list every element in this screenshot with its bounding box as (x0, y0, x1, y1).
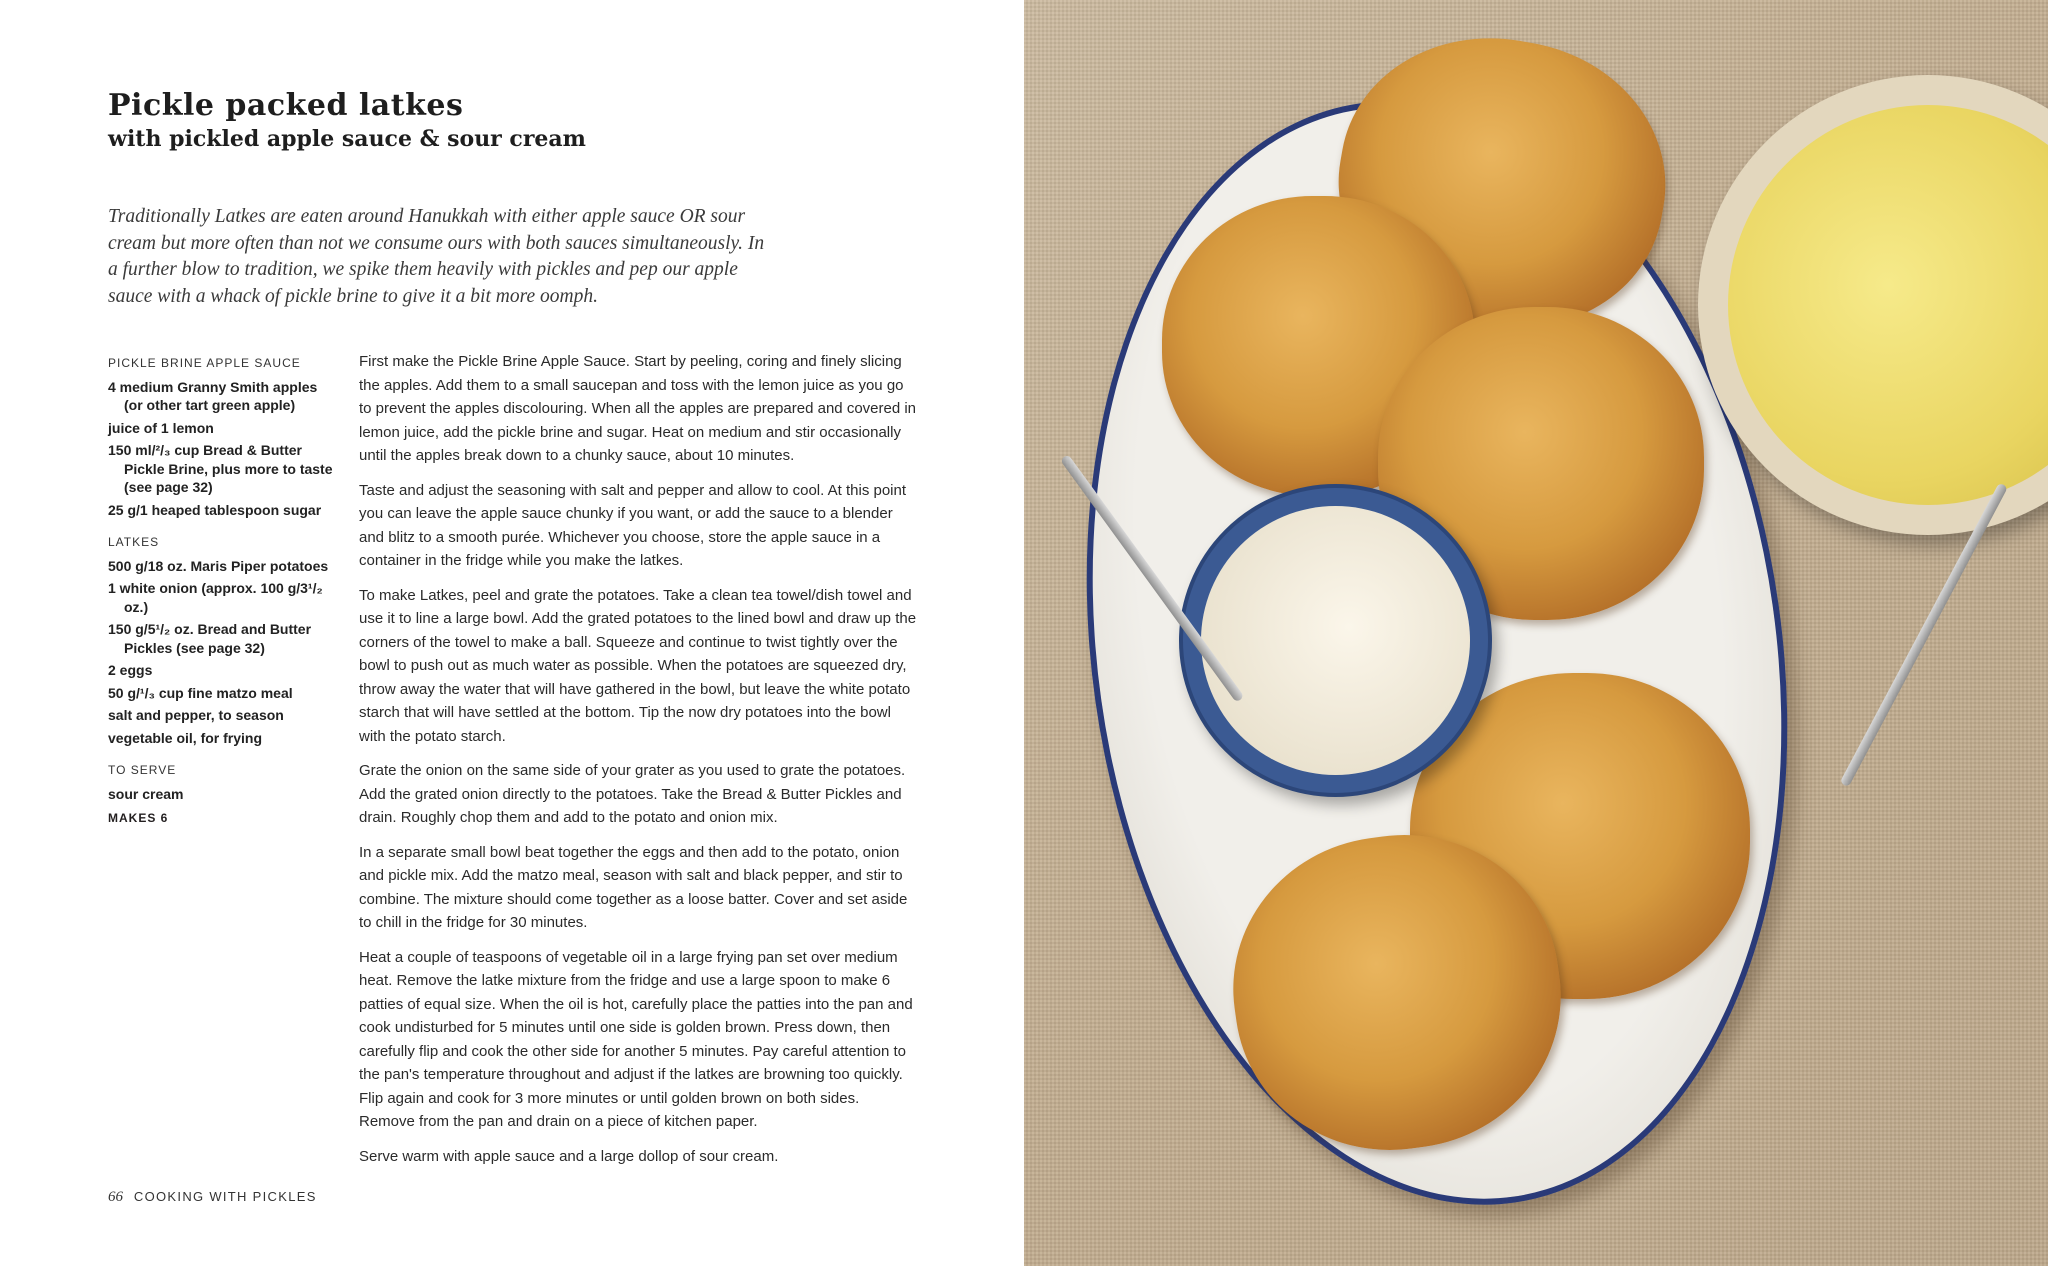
recipe-title: Pickle packed latkes (108, 88, 464, 123)
ingredients-heading-sauce: PICKLE BRINE APPLE SAUCE (108, 356, 301, 370)
recipe-intro: Traditionally Latkes are eaten around Hanukkah with either apple sauce OR sour cream but more often than not we consume ours with both sauces simultaneously. In a further blow to tradition, we spike them heavily with pickles and pep our apple sauce with a whack of pickle brine to give it a bit more oomph. (108, 206, 765, 307)
section-name: COOKING WITH PICKLES (133, 1189, 317, 1204)
method-step: First make the Pickle Brine Apple Sauce. Start by peeling, coring and finely slicing the apples. Add them to a small saucepan and toss with the lemon juice as you go to prevent the apples discolouring. When all the apples are prepared and covered in lemon juice, add the pickle brine and sugar. Heat on medium and stir occasionally until the apples break down to a chunky sauce, about 10 minutes. (359, 353, 917, 464)
method-step: In a separate small bowl beat together the eggs and then add to the potato, onion and pickle mix. Add the matzo meal, season with salt and black pepper, and stir to combine. The mixture should come together as a loose batter. Cover and set aside to chill in the fridge for 30 minutes. (359, 843, 908, 931)
apple-sauce (1728, 105, 2048, 505)
method-step: To make Latkes, peel and grate the potatoes. Take a clean tea towel/dish towel and use it to line a large bowl. Add the grated potatoes to the lined bowl and draw up the corners of the towel to make a ball. Squeeze and continue to twist tightly over the bowl to push out as much water as possible. When the potatoes are squeezed dry, throw away the water that will have gathered in the bowl, but leave the white potato starch that will have settled at the bottom. Tip the now dry potatoes into the bowl with the potato starch. (359, 586, 917, 745)
ingredient: 50 g/¹/₃ cup fine matzo meal (108, 684, 293, 701)
ingredients-heading-serve: TO SERVE (108, 763, 177, 777)
ingredient: 500 g/18 oz. Maris Piper potatoes (108, 557, 329, 574)
page-footer (108, 1189, 317, 1206)
method-steps (359, 350, 919, 1179)
ingredient: sour cream (108, 785, 184, 802)
ingredient: 150 ml/²/₃ cup Bread & Butter Pickle Brine, plus more to taste (see page 32) (108, 442, 333, 495)
ingredient: 2 eggs (108, 662, 153, 678)
page-number: 66 (108, 1189, 123, 1205)
ingredients-heading-latkes: LATKES (108, 535, 160, 549)
ingredients-list (108, 354, 338, 828)
ingredient: 25 g/1 heaped tablespoon sugar (108, 501, 322, 518)
method-step: Serve warm with apple sauce and a large dollop of sour cream. (359, 1147, 779, 1165)
sour-cream (1201, 506, 1470, 775)
ingredient: 1 white onion (approx. 100 g/3¹/₂ oz.) (108, 580, 323, 615)
recipe-subtitle: with pickled apple sauce & sour cream (108, 126, 586, 152)
food-photo (1024, 0, 2048, 1266)
yield: MAKES 6 (108, 811, 169, 825)
ingredient: juice of 1 lemon (108, 419, 214, 436)
ingredient: 4 medium Granny Smith apples (or other tart green apple) (108, 378, 318, 413)
ingredient: 150 g/5¹/₂ oz. Bread and Butter Pickles (see page 32) (108, 621, 312, 656)
method-step: Heat a couple of teaspoons of vegetable oil in a large frying pan set over medium heat. Remove the latke mixture from the fridge and use a large spoon to make 6 patties of equal size. When the oil is hot, carefully place the patties into the pan and cook undisturbed for 5 minutes until one side is golden brown. Press down, then carefully flip and cook the other side for another 5 minutes. Pay careful attention to the pan's temperature throughout and adjust if the latkes are browning too quickly. Flip again and cook for 3 more minutes or until golden brown on both sides. Remove from the pan and drain on a piece of kitchen paper. (359, 948, 913, 1130)
ingredient: vegetable oil, for frying (108, 729, 263, 746)
ingredient: salt and pepper, to season (108, 707, 284, 723)
apple-sauce-bowl (1698, 75, 2048, 535)
method-step: Grate the onion on the same side of your grater as you used to grate the potatoes. Add the grated onion directly to the potatoes. Take the Bread & Butter Pickles and drain. Roughly chop them and add to the potato and onion mix. (359, 762, 906, 826)
sour-cream-bowl (1179, 484, 1492, 797)
method-step: Taste and adjust the seasoning with salt and pepper and allow to cool. At this point you can leave the apple sauce chunky if you want, or add the sauce to a blender and blitz to a smooth purée. Whichever you choose, store the apple sauce in a container in the fridge while you make the latkes. (359, 481, 907, 569)
